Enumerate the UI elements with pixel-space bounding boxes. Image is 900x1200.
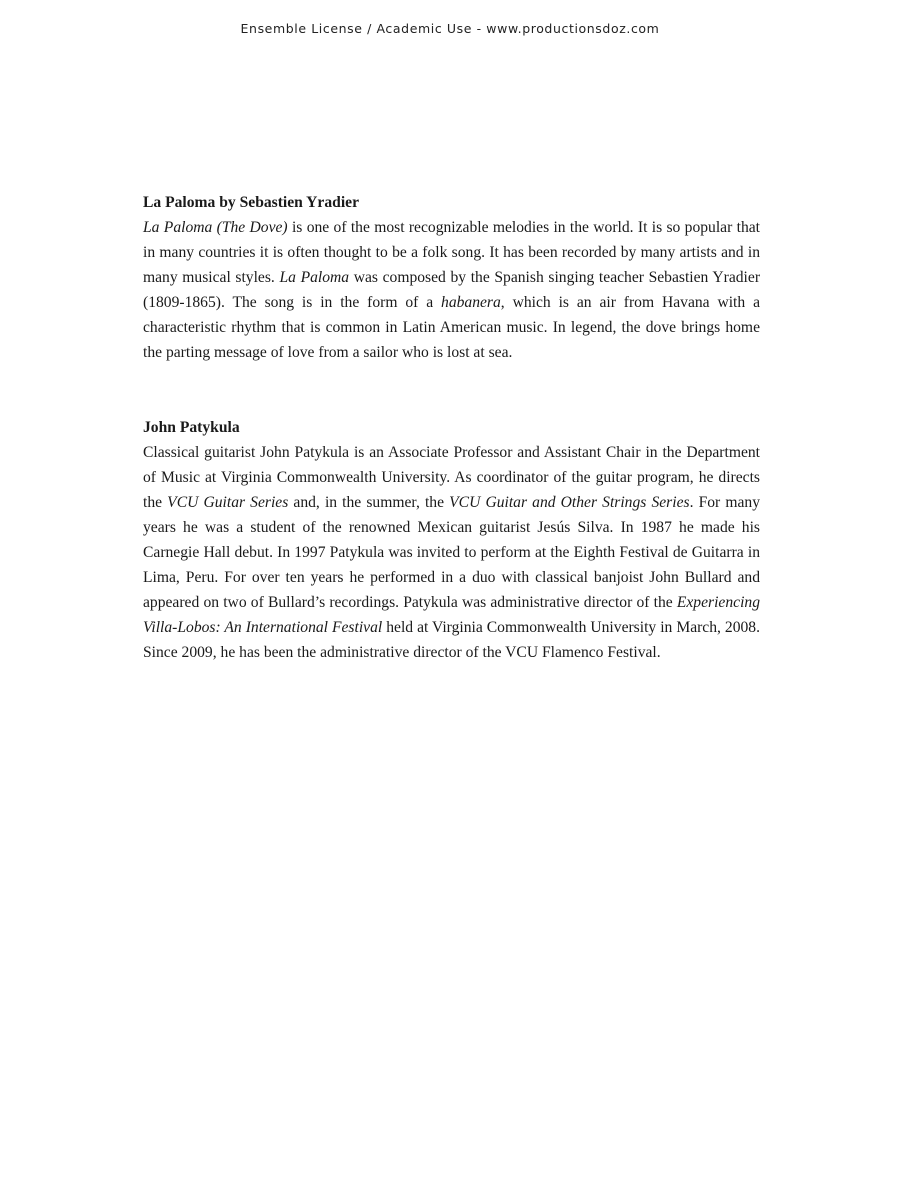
section-heading: La Paloma by Sebastien Yradier	[143, 194, 359, 211]
italic-title: Experiencing Villa-Lobos: An International Festival	[143, 594, 760, 636]
section-body	[143, 440, 760, 665]
body-text: , which is an air from Havana with a characteristic rhythm that is common in Latin American music. In legend, the dove brings home the parting message of love from a sailor who is lost at sea.	[143, 294, 760, 361]
italic-term: habanera	[441, 294, 501, 311]
italic-title: VCU Guitar Series	[167, 494, 289, 511]
italic-title: La Paloma	[279, 269, 350, 286]
body-text: was composed by the Spanish singing teacher Sebastien Yradier (1809-1865). The song is in the form of a	[143, 269, 761, 311]
section-la-paloma	[143, 190, 760, 365]
body-text: is one of the most recognizable melodies in the world. It is so popular that in many countries it is often thought to be a folk song. It has been recorded by many artists and in many musical styles.	[143, 219, 760, 286]
section-heading: John Patykula	[143, 419, 240, 436]
italic-title: VCU Guitar and Other Strings Series	[449, 494, 690, 511]
section-john-patykula	[143, 415, 760, 665]
body-text: Classical guitarist John Patykula is an Associate Professor and Assistant Chair in the Department of Music at Virginia Commonwealth University. As coordinator of the guitar program, he directs the	[143, 444, 760, 511]
section-body	[143, 215, 760, 365]
license-header: Ensemble License / Academic Use - www.productionsdoz.com	[240, 21, 660, 36]
body-text: and, in the summer, the	[288, 494, 450, 511]
body-text: . For many years he was a student of the renowned Mexican guitarist Jesús Silva. In 1987 he made his Carnegie Hall debut. In 1997 Patykula was invited to perform at the Eighth Festival de Guitarra in Lima, Peru. For over ten years he performed in a duo with classical banjoist John Bullard and appeared on two of Bullard’s recordings. Patykula was administrative director of the	[143, 494, 760, 611]
italic-title: La Paloma (The Dove)	[143, 219, 288, 236]
body-text: held at Virginia Commonwealth University in March, 2008. Since 2009, he has been the administrative director of the VCU Flamenco Festival.	[143, 619, 760, 661]
